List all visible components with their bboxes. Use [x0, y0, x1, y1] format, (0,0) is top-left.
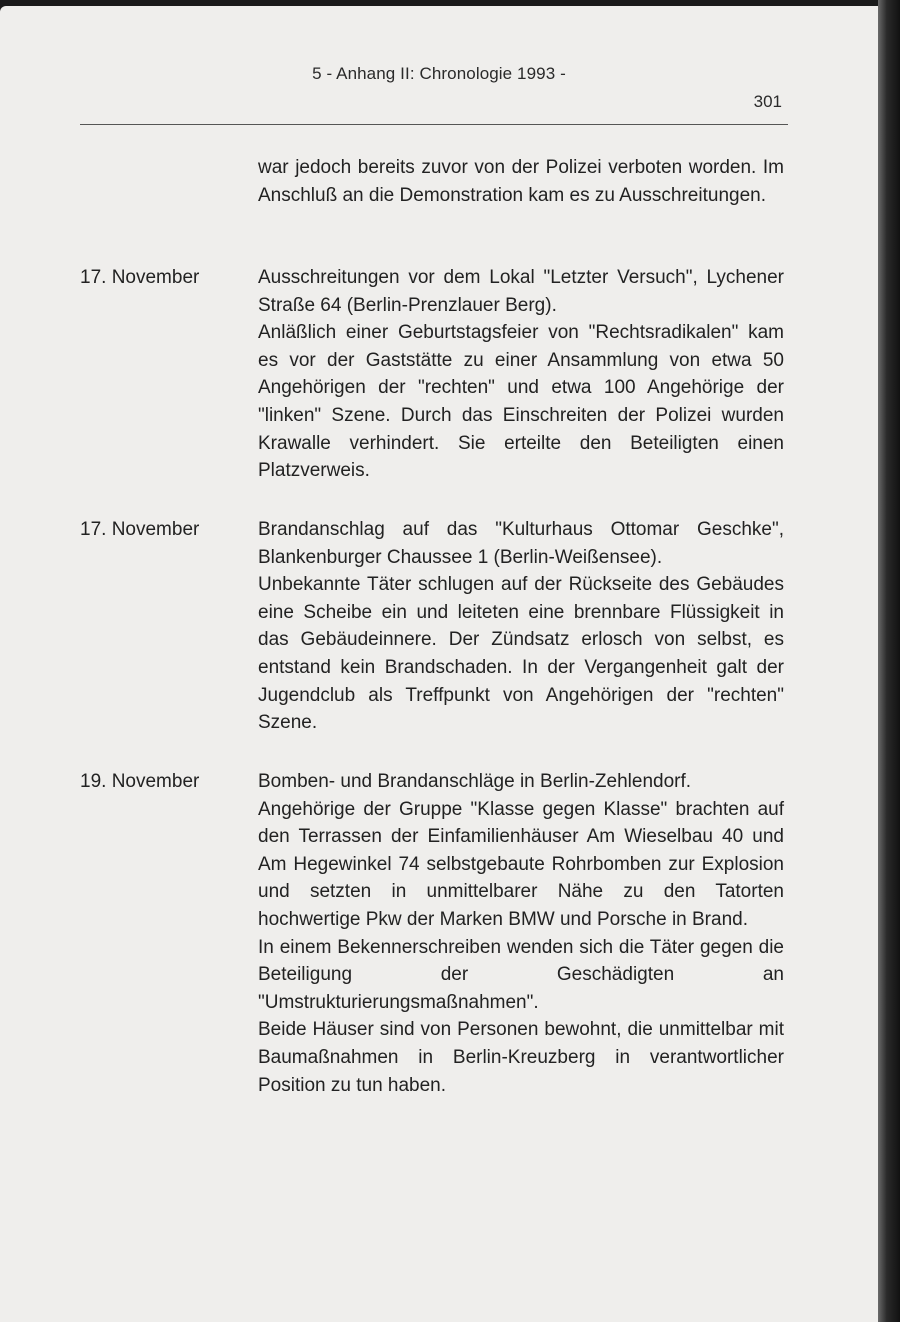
entry-text	[258, 516, 784, 737]
page-number: 301	[753, 92, 782, 111]
entry-paragraph: In einem Bekennerschreiben wenden sich die Täter gegen die Beteiligung der Geschädigten an "Umstrukturierungsmaßnahmen".	[258, 936, 784, 1013]
header-rule	[80, 124, 788, 125]
book-binding-edge	[878, 0, 900, 1322]
entry-date: 17. November	[80, 519, 200, 540]
entry-paragraph: Brandanschlag auf das "Kulturhaus Ottomar Geschke", Blankenburger Chaussee 1 (Berlin-Weißensee).	[258, 519, 784, 568]
entry-date: 17. November	[80, 267, 200, 288]
continuation-text	[258, 154, 784, 209]
entry-paragraph: Beide Häuser sind von Personen bewohnt, die unmittelbar mit Baumaßnahmen in Berlin-Kreuzberg in verantwortlicher Position zu tun haben.	[258, 1019, 784, 1096]
entry-paragraph: Bomben- und Brandanschläge in Berlin-Zehlendorf.	[258, 771, 692, 792]
entry-paragraph: Anläßlich einer Geburtstagsfeier von "Rechtsradikalen" kam es vor der Gaststätte zu einer Ansammlung von etwa 50 Angehörigen der "rechten" und etwa 100 Angehörige der "linken" Szene. Durch das Einschreiten der Polizei wurden Krawalle verhindert. Sie erteilte den Beteiligten einen Platzverweis.	[258, 322, 784, 482]
entry-paragraph: Angehörige der Gruppe "Klasse gegen Klasse" brachten auf den Terrassen der Einfamilienhäuser Am Wieselbau 40 und Am Hegewinkel 74 selbstgebaute Rohrbomben zur Explosion und setzten in unmittelbarer Nähe zu den Tatorten hochwertige Pkw der Marken BMW und Porsche in Brand.	[258, 798, 784, 930]
entry-text	[258, 264, 784, 485]
continuation-paragraph: war jedoch bereits zuvor von der Polizei verboten worden. Im Anschluß an die Demonstration kam es zu Ausschreitungen.	[258, 157, 784, 206]
entry-paragraph: Ausschreitungen vor dem Lokal "Letzter Versuch", Lychener Straße 64 (Berlin-Prenzlauer Berg).	[258, 267, 784, 316]
entry-date: 19. November	[80, 771, 200, 792]
document-page	[0, 6, 878, 1322]
entry-text	[258, 768, 784, 1099]
running-header: 5 - Anhang II: Chronologie 1993 -	[312, 64, 566, 83]
entry-paragraph: Unbekannte Täter schlugen auf der Rückseite des Gebäudes eine Scheibe ein und leiteten eine brennbare Flüssigkeit in das Gebäudeinnere. Der Zündsatz erlosch von selbst, es entstand kein Brandschaden. In der Vergangenheit galt der Jugendclub als Treffpunkt von Angehörigen der "rechten" Szene.	[258, 574, 784, 734]
